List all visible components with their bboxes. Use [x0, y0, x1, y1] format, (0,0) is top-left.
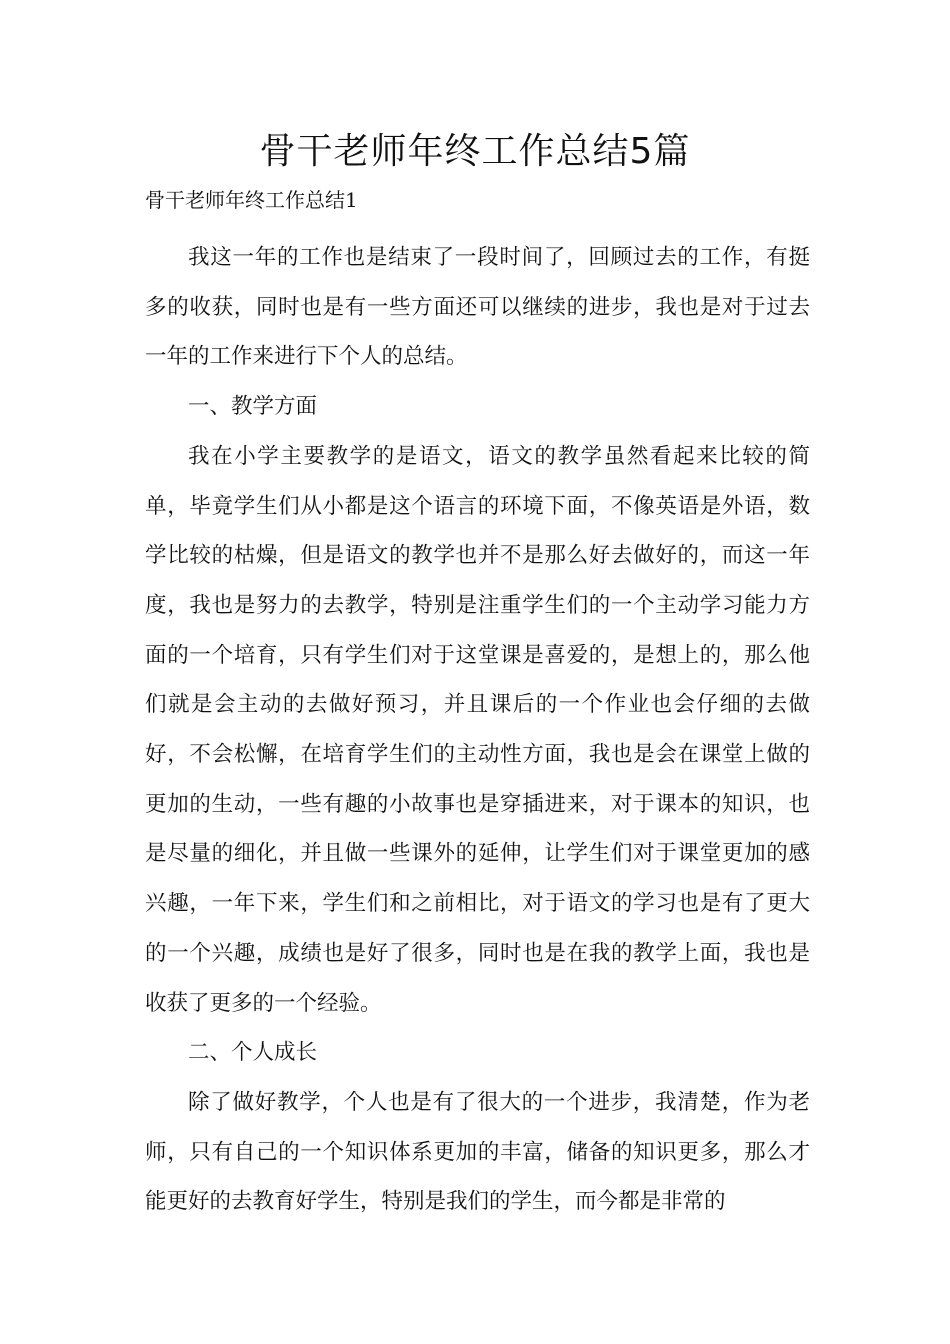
- section-subtitle: 骨干老师年终工作总结1: [145, 188, 358, 212]
- paragraph-teaching: 我在小学主要教学的是语文，语文的教学虽然看起来比较的简单，毕竟学生们从小都是这个语言的环境下面，不像英语是外语，数学比较的枯燥，但是语文的教学也并不是那么好去做好的，而这一年度，我也是努力的去教学，特别是注重学生们的一个主动学习能力方面的一个培育，只有学生们对于这堂课是喜爱的，是想上的，那么他们就是会主动的去做好预习，并且课后的一个作业也会仔细的去做好，不会松懈，在培育学生们的主动性方面，我也是会在课堂上做的更加的生动，一些有趣的小故事也是穿插进来，对于课本的知识，也是尽量的细化，并且做一些课外的延伸，让学生们对于课堂更加的感兴趣，一年下来，学生们和之前相比，对于语文的学习也是有了更大的一个兴趣，成绩也是好了很多，同时也是在我的教学上面，我也是收获了更多的一个经验。: [145, 443, 810, 1016]
- document-body: [145, 184, 810, 1227]
- paragraph-intro: 我这一年的工作也是结束了一段时间了，回顾过去的工作，有挺多的收获，同时也是有一些方面还可以继续的进步，我也是对于过去一年的工作来进行下个人的总结。: [145, 245, 810, 370]
- section-heading-growth: 二、个人成长: [188, 1040, 318, 1066]
- section-heading-teaching: 一、教学方面: [188, 394, 318, 420]
- document-title: 骨干老师年终工作总结5篇: [259, 131, 691, 172]
- paragraph-growth: 除了做好教学，个人也是有了很大的一个进步，我清楚，作为老师，只有自己的一个知识体系更加的丰富，储备的知识更多，那么才能更好的去教育好学生，特别是我们的学生，而今都是非常的: [145, 1089, 810, 1215]
